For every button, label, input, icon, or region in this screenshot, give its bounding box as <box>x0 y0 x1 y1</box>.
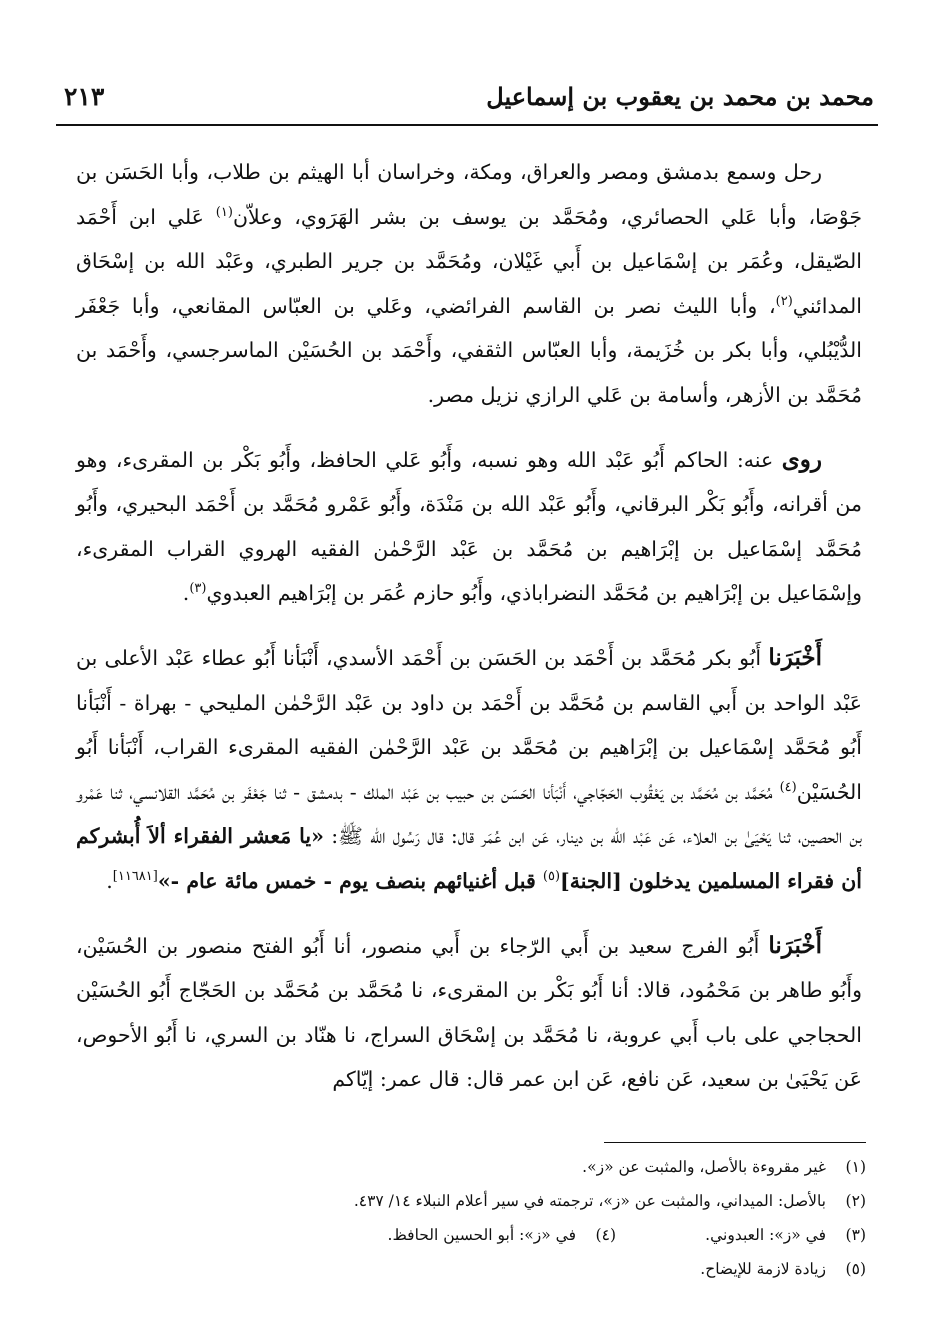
text-run: أَبُو الفرج سعيد بن أَبي الرّجاء بن أَبي منصور، أنا أَبُو الفتح منصور بن الحُسَيْن، وأَبُو طاهر بن مَحْمُود، قالا: أنا أَبُو بَكْر بن المقرىء، نا مُحَمَّد بن مُحَمَّد بن الحَجّاج أَبُو الحُسَيْن الحجاجي على باب أَبي عروبة، نا مُحَمَّد بن إسْحَاق السراج، نا هنّاد بن السري، نا أَبُو الأحوص، عَن يَحْيَىٰ بن سعيد، عَن نافع، عَن ابن عمر قال: قال عمر: إيّاكم <box>76 933 862 1092</box>
footnote-ref-3: (٣) <box>189 581 207 597</box>
text-run: عنه: الحاكم أَبُو عَبْد الله وهو نسبه، وأَبُو عَلي الحافظ، وأَبُو بَكْر بن المقرىء، وهو من أقرانه، وأَبُو بَكْر البرقاني، وأَبُو عَبْد الله بن مَنْدَة، وأَبُو عَمْرو مُحَمَّد بن أَحْمَد البحيري، وأَبُو مُحَمَّد إسْمَاعيل بن إبْرَاهيم بن مُحَمَّد بن عَبْد الرَّحْمٰن الفقيه الهروي القراب المقرىء، وإسْمَاعيل بن إبْرَاهيم بن مُحَمَّد النضراباذي، وأَبُو حازم عُمَر بن إبْرَاهيم العبدوي <box>76 447 862 606</box>
footnote-ref-5: (٥) <box>542 869 561 885</box>
text-run: ، وأبا الليث نصر بن القاسم الفرائضي، وعَلي بن العبّاس المقانعي، وأبا جَعْفَر الدُّيْبُلي، وأبا بكر بن خُزَيمة، وأبا العبّاس الثقفي، وأَحْمَد بن الحُسَيْن الماسرجسي، وأَحْمَد بن مُحَمَّد بن الأزهر، وأسامة بن عَلي الرازي نزيل مصر. <box>76 293 862 407</box>
footnote-4 <box>366 1218 616 1252</box>
footnote-2 <box>240 1184 866 1218</box>
footnote-ref-1: (١) <box>215 204 233 220</box>
paragraph-hadith-1 <box>76 636 862 904</box>
section-lead-word: أَخْبَرَنا <box>768 931 822 959</box>
running-header <box>64 78 874 118</box>
footnote-text: في «ز»: العبدوني. <box>705 1226 826 1244</box>
footnote-number: (٢) <box>845 1192 866 1210</box>
footnote-ref-2: (٢) <box>775 293 793 309</box>
text-run: مُحَمَّد بن مُحَمَّد بن يَعْقُوب الحَجّاجي، أَنْبَأنا الحَسَن بن حبيب بن عَبْد الملك - بدمشق - ثنا جَعْفَر بن مُحَمَّد القلانسي، ثنا عَمْرو بن الحصين، ثنا يَحْيَىٰ بن العلاء، عَن عَبْد الله بن دينار، عَن ابن عُمَر قال: قال رَسُول الله ﷺ: <box>76 779 862 849</box>
paragraph-narrators <box>76 438 862 616</box>
footnote-row-3-4 <box>240 1218 866 1252</box>
footnote-1 <box>240 1150 866 1184</box>
page-title: محمد بن محمد بن يعقوب بن إسماعيل <box>486 82 874 111</box>
section-lead-word: روى <box>781 445 822 473</box>
footnote-text: في «ز»: أبو الحسين الحافظ. <box>387 1226 576 1244</box>
section-lead-word: أَخْبَرَنا <box>768 643 822 671</box>
footnote-text: بالأصل: الميداني، والمثبت عن «ز»، ترجمته في سير أعلام النبلاء ١٤/ ٤٣٧. <box>353 1192 826 1210</box>
text-run: . <box>182 581 190 606</box>
paragraph-teachers <box>76 150 862 418</box>
footnote-rule <box>604 1142 866 1143</box>
text-run: عَلي ابن أَحْمَد الصّيقل، وعُمَر بن إسْمَاعيل بن أَبي غَيْلان، ومُحَمَّد بن جرير الطبري، وعَبْد الله بن إسْحَاق المدائني <box>76 204 862 318</box>
main-text <box>76 150 862 1122</box>
footnote-number: (١) <box>845 1158 866 1176</box>
paragraph-hadith-2 <box>76 924 862 1102</box>
header-rule <box>56 124 878 126</box>
hadith-quote-cont: قبل أغنيائهم بنصف يوم - خمس مائة عام -» <box>157 868 543 893</box>
hadith-quote: «يا مَعشر الفقراء ألاَ أُبشركم أن فقراء المسلمين يدخلون [الجنة] <box>76 824 862 893</box>
footnote-number: (٤) <box>595 1226 616 1244</box>
footnote-number: (٣) <box>845 1226 866 1244</box>
footnote-number: (٥) <box>845 1260 866 1278</box>
footnote-5 <box>240 1252 866 1286</box>
text-run: أَبُو بكر مُحَمَّد بن أَحْمَد بن الحَسَن بن أَحْمَد الأسدي، أَنْبَأنا أَبُو عطاء عَبْد الأعلى بن عَبْد الواحد بن أَبي القاسم بن مُحَمَّد بن أَحْمَد بن داود بن عَبْد الرَّحْمٰن المليحي - بهراة - أَنْبَأنا أَبُو مُحَمَّد إسْمَاعيل بن إبْرَاهيم بن مُحَمَّد بن عَبْد الرَّحْمٰن الفقيه المقرىء القراب، أَنْبَأنا أَبُو الحُسَيْن <box>76 645 862 804</box>
hadith-number: [١١٦٨١] <box>112 869 158 885</box>
footnotes <box>240 1150 866 1286</box>
footnote-ref-4: (٤) <box>779 779 797 795</box>
page-number: ٢١٣ <box>64 82 105 111</box>
text-run: . <box>106 868 113 893</box>
footnote-text: زيادة لازمة للإيضاح. <box>700 1260 826 1278</box>
footnote-text: غير مقروءة بالأصل، والمثبت عن «ز». <box>582 1158 826 1176</box>
footnote-3 <box>616 1218 866 1252</box>
text-run: رحل وسمع بدمشق ومصر والعراق، ومكة، وخراسان أبا الهيثم بن طلاب، وأبا الحَسَن بن جَوْصَا، وأبا عَلي الحصائري، ومُحَمَّد بن يوسف بن بشر الهَرَوي، وعلاّن <box>76 160 862 229</box>
